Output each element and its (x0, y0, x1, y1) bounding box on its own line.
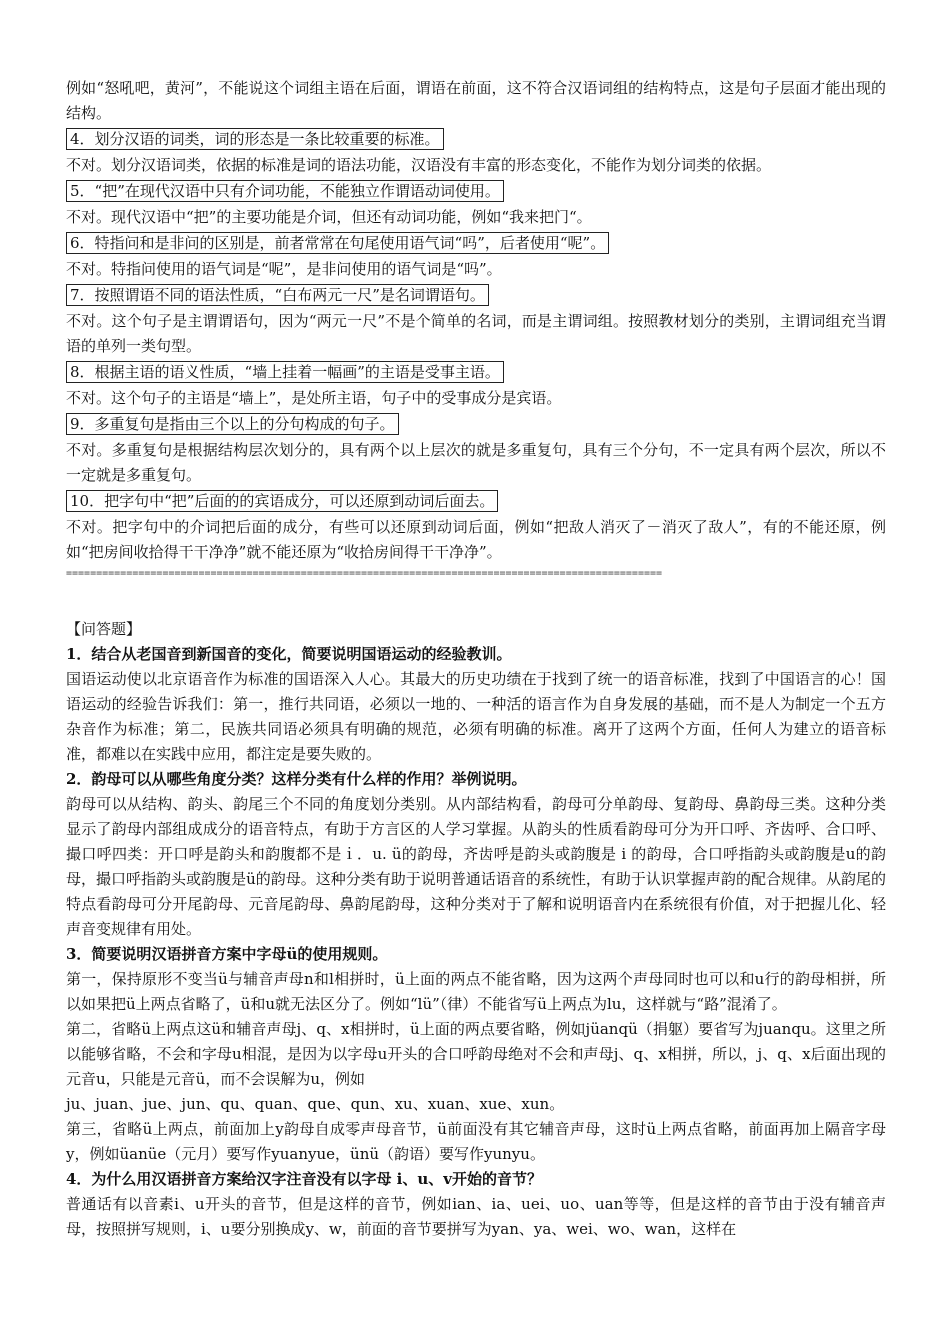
judgement-statement: 8．根据主语的语义性质，“墙上挂着一幅画”的主语是受事主语。 (66, 361, 504, 383)
judgement-item (66, 282, 886, 359)
judgement-item (66, 126, 886, 178)
answer-paragraph: 第一，保持原形不变当ü与辅音声母n和l相拼时，ü上面的两点不能省略，因为这两个声母同时也可以和u行的韵母相拼，所以如果把ü上两点省略了，ü和u就无法区分了。例如“lü”（律）不能省写ü上两点为lu，这样就与“路”混淆了。 (66, 970, 886, 1013)
judgement-statement: 9．多重复句是指由三个以上的分句构成的句子。 (66, 413, 399, 435)
judgement-statement: 4．划分汉语的词类，词的形态是一条比较重要的标准。 (66, 128, 444, 150)
judgement-answer: 不对。划分汉语词类，依据的标准是词的语法功能，汉语没有丰富的形态变化，不能作为划分词类的依据。 (66, 156, 772, 174)
answer-paragraph: 国语运动使以北京语音作为标准的国语深入人心。其最大的历史功绩在于找到了统一的语音标准，找到了中国语言的心！国语运动的经验告诉我们：第一，推行共同语，必须以一地的、一种活的语言作为自身发展的基础，而不是人为制定一个五方杂音作为标准；第二，民族共同语必须具有明确的规范，必须有明确的标准。离开了这两个方面，任何人为建立的语音标准，都难以在实践中应用，都注定是要失败的。 (66, 670, 886, 763)
answer-paragraph: 普通话有以音素i、u开头的音节，但是这样的音节，例如ian、ia、uei、uo、uan等等，但是这样的音节由于没有辅音声母，按照拼写规则，i、u要分别换成y、w，前面的音节要拼写为yan、ya、wei、wo、wan，这样在 (66, 1195, 886, 1238)
document-page (66, 76, 886, 1242)
spacer (66, 581, 886, 617)
qa-item (66, 767, 886, 942)
judgement-item (66, 230, 886, 282)
judgement-item (66, 178, 886, 230)
question-heading: 1．结合从老国音到新国音的变化，简要说明国语运动的经验教训。 (66, 645, 512, 663)
judgement-statement: 6．特指问和是非问的区别是，前者常常在句尾使用语气词“吗”，后者使用“呢”。 (66, 232, 609, 254)
judgement-statement: 5．“把”在现代汉语中只有介词功能，不能独立作谓语动词使用。 (66, 180, 504, 202)
judgement-item (66, 488, 886, 565)
judgement-answer: 不对。这个句子的主语是“墙上”，是处所主语，句子中的受事成分是宾语。 (66, 389, 562, 407)
answer-paragraph: ju、juan、jue、jun、qu、quan、que、qun、xu、xuan、xue、xun。 (66, 1095, 565, 1113)
answer-paragraph: 第三，省略ü上两点，前面加上y韵母自成零声母音节，ü前面没有其它辅音声母，这时ü上两点省略，前面再加上隔音字母y，例如üanüe（元月）要写作yuanyue，ünü（韵语）要写作yunyu。 (66, 1120, 886, 1163)
judgement-answer: 不对。多重复句是根据结构层次划分的，具有两个以上层次的就是多重复句，具有三个分句，不一定具有两个层次，所以不一定就是多重复句。 (66, 441, 886, 484)
qa-item (66, 942, 886, 1167)
answer-paragraph: 第二，省略ü上两点这ü和辅音声母j、q、x相拼时，ü上面的两点要省略，例如jüanqü（捐躯）要省写为juanqu。这里之所以能够省略，不会和字母u相混，是因为以字母u开头的合口呼韵母绝对不会和声母j、q、x相拼，所以，j、q、x后面出现的元音u，只能是元音ü，而不会误解为u，例如 (66, 1020, 886, 1088)
question-heading: 3．简要说明汉语拼音方案中字母ü的使用规则。 (66, 945, 388, 963)
judgement-answer: 不对。特指问使用的语气词是“呢”，是非问使用的语气词是“吗”。 (66, 260, 502, 278)
answer-paragraph: 韵母可以从结构、韵头、韵尾三个不同的角度划分类别。从内部结构看，韵母可分单韵母、复韵母、鼻韵母三类。这种分类显示了韵母内部组成成分的语音特点，有助于方言区的人学习掌握。从韵头的性质看韵母可分为开口呼、齐齿呼、合口呼、撮口呼四类：开口呼是韵头和韵腹都不是ｉ．u. ü的韵母，齐齿呼是韵头或韵腹是 i 的韵母，合口呼指韵头或韵腹是u的韵母，撮口呼指韵头或韵腹是ü的韵母。这种分类有助于说明普通话语音的系统性，有助于认识掌握声韵的配合规律。从韵尾的特点看韵母可分开尾韵母、元音尾韵母、鼻韵尾韵母，这种分类对于了解和说明语音内在系统很有价值，对于把握儿化、轻声音变规律有用处。 (66, 795, 886, 938)
judgement-answer: 不对。把字句中的介词把后面的成分，有些可以还原到动词后面，例如“把敌人消灭了－消灭了敌人”，有的不能还原，例如“把房间收拾得干干净净”就不能还原为“收拾房间得干干净净”。 (66, 518, 886, 561)
qa-item (66, 642, 886, 767)
section-separator: =================================================================================================== (66, 568, 663, 579)
section-title-qa: 【问答题】 (66, 620, 142, 638)
judgement-answer: 不对。这个句子是主谓谓语句，因为“两元一尺”不是个简单的名词，而是主谓词组。按照教材划分的类别，主谓词组充当谓语的单列一类句型。 (66, 312, 886, 355)
judgement-statement: 7．按照谓语不同的语法性质，“白布两元一尺”是名词谓语句。 (66, 284, 489, 306)
question-heading: 4．为什么用汉语拼音方案给汉字注音没有以字母 i、u、v开始的音节？ (66, 1170, 542, 1188)
judgement-item (66, 411, 886, 488)
question-heading: 2．韵母可以从哪些角度分类？这样分类有什么样的作用？举例说明。 (66, 770, 527, 788)
judgement-answer: 不对。现代汉语中“把”的主要功能是介词，但还有动词功能，例如“我来把门“。 (66, 208, 592, 226)
judgement-intro-continuation: 例如“怒吼吧，黄河”，不能说这个词组主语在后面，谓语在前面，这不符合汉语词组的结构特点，这是句子层面才能出现的结构。 (66, 79, 886, 122)
judgement-statement: 10．把字句中“把”后面的的宾语成分，可以还原到动词后面去。 (66, 490, 498, 512)
qa-item (66, 1167, 886, 1242)
judgement-item (66, 359, 886, 411)
